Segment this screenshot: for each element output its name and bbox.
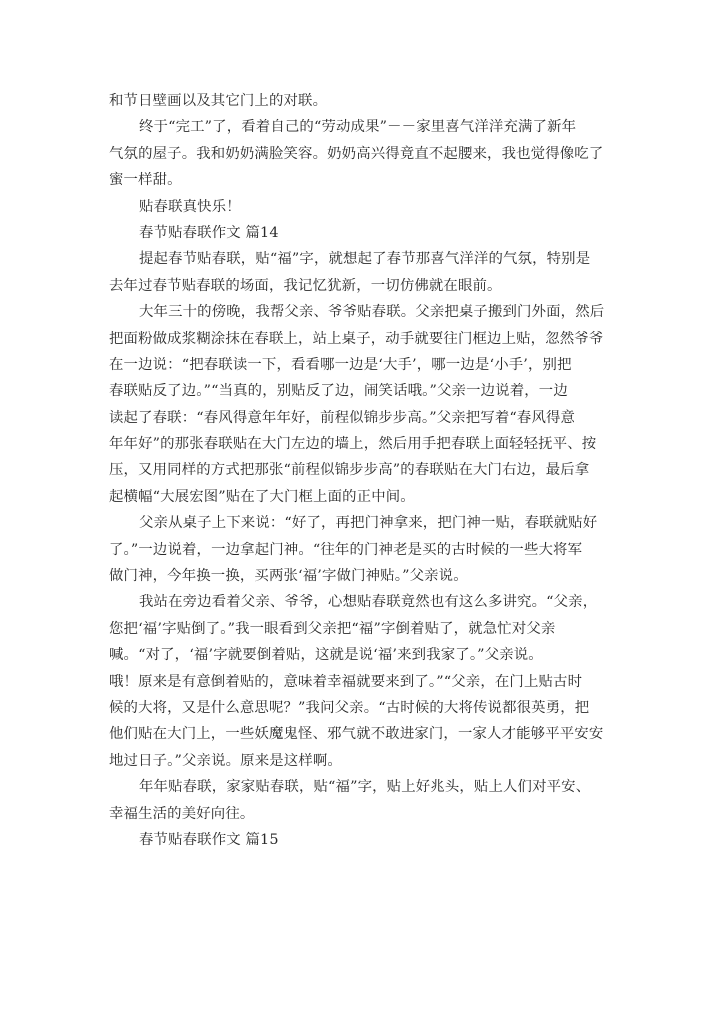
paragraph-line: 了。”一边说着，一边拿起门神。“往年的门神老是买的古时候的一些大将军	[109, 541, 583, 558]
paragraph-line: 您把‘福’字贴倒了。”我一眼看到父亲把“福”字倒着贴了，就急忙对父亲	[109, 620, 556, 637]
paragraph-line: 他们贴在大门上，一些妖魔鬼怪、邪气就不敢进家门，一家人才能够平平安安	[109, 726, 604, 743]
paragraph-line: 我站在旁边看着父亲、爷爷，心想贴春联竟然也有这么多讲究。“父亲，	[139, 594, 598, 611]
paragraph-line: 年年好”的那张春联贴在大门左边的墙上，然后用手把春联上面轻轻抚平、按	[109, 436, 597, 453]
paragraph-line: 终于“完工”了，看着自己的“劳动成果”－－家里喜气洋洋充满了新年	[139, 119, 577, 136]
document-body	[109, 88, 629, 853]
paragraph-line: 地过日子。”父亲说。原来是这样啊。	[109, 752, 342, 769]
paragraph-line: 压，又用同样的方式把那张“前程似锦步步高”的春联贴在大门右边，最后拿	[109, 462, 590, 479]
paragraph-line: 候的大将，又是什么意思呢？”我问父亲。“古时候的大将传说都很英勇，把	[109, 699, 590, 716]
paragraph-line: 父亲从桌子上下来说：“好了，再把门神拿来，把门神一贴，春联就贴好	[139, 515, 598, 532]
section-heading: 春节贴春联作文 篇15	[139, 831, 279, 848]
paragraph-line: 喊。“对了，‘福’字就要倒着贴，这就是说‘福’来到我家了。”父亲说。	[109, 647, 543, 664]
paragraph-line: 读起了春联：“春风得意年年好，前程似锦步步高。”父亲把写着“春风得意	[109, 409, 576, 426]
paragraph-line: 起横幅“大展宏图”贴在了大门框上面的正中间。	[109, 488, 415, 505]
paragraph-line: 把面粉做成浆糊涂抹在春联上，站上桌子，动手就要往门框边上贴，忽然爷爷	[109, 330, 604, 347]
paragraph-line: 在一边说：“把春联读一下，看看哪一边是‘大手’，哪一边是‘小手’，别把	[109, 356, 572, 373]
paragraph-line: 幸福生活的美好向往。	[109, 805, 255, 822]
section-heading: 春节贴春联作文 篇14	[139, 224, 279, 241]
paragraph-line: 提起春节贴春联，贴“福”字，就想起了春节那喜气洋洋的气氛，特别是	[139, 251, 591, 268]
paragraph-line: 做门神，今年换一换，买两张‘福’字做门神贴。”父亲说。	[109, 568, 468, 585]
paragraph-line: 和节日壁画以及其它门上的对联。	[109, 93, 328, 109]
paragraph-line: 去年过春节贴春联的场面，我记忆犹新，一切仿佛就在眼前。	[109, 277, 502, 294]
paragraph-line: 贴春联真快乐！	[139, 198, 241, 215]
paragraph-line: 气氛的屋子。我和奶奶满脸笑容。奶奶高兴得竟直不起腰来，我也觉得像吃了	[109, 145, 604, 162]
paragraph-line: 春联贴反了边。”“当真的，别贴反了边，闹笑话哦。”父亲一边说着，一边	[109, 383, 568, 400]
paragraph-line: 哦！原来是有意倒着贴的，意味着幸福就要来到了。”“父亲，在门上贴古时	[109, 673, 583, 690]
paragraph-line: 大年三十的傍晚，我帮父亲、爷爷贴春联。父亲把桌子搬到门外面，然后	[139, 304, 605, 321]
paragraph-line: 年年贴春联，家家贴春联，贴“福”字，贴上好兆头，贴上人们对平安、	[139, 779, 591, 796]
paragraph-line: 蜜一样甜。	[109, 172, 182, 189]
